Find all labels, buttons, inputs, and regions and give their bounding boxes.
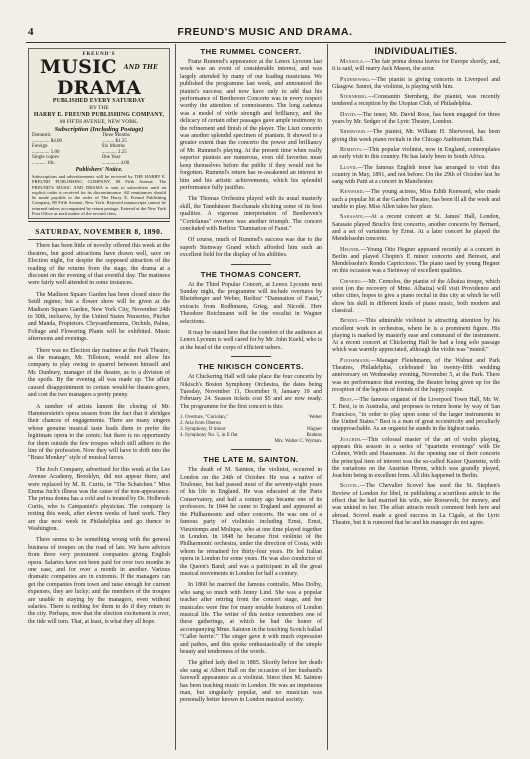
rate-line: One Year .............. 4.00 xyxy=(101,155,130,166)
individuality-note xyxy=(332,397,500,433)
column-divider xyxy=(175,44,176,750)
logo-drama: DRAMA xyxy=(56,77,142,99)
note-text: —Constantin Sternberg, the pianist, was recently tendered a reception by the Utopian Club, of Philadelphia. xyxy=(332,94,500,108)
masthead xyxy=(28,48,170,219)
rule xyxy=(28,221,170,222)
article-title-thomas: THE THOMAS CONCERT. xyxy=(200,269,302,279)
note-name: Fleishmann. xyxy=(340,357,371,364)
note-name: Joachim. xyxy=(340,436,362,443)
individualities-list xyxy=(332,59,500,527)
note-name: David. xyxy=(340,111,357,118)
note-text: —Manager Fleishmann, of the Walnut and Park Theatres, Philadelphia, celebrated his twenty-fifth wedding anniversary on Wednesday evening, November 5, at the Park. There was no performance that evening, the theatre being given up for the reception of the legions of friends of the happy couple. xyxy=(332,357,500,393)
subscription-rates xyxy=(32,133,166,166)
editorial-paragraph: There was no Election day matinee at the Park Theatre, as the manager, Mr. Tillotson, would not allow his company to play owing to quarrel between himself and Mr. Dunbury, manager of the theatre, as to a division of the spoils. By the evening all was made up. The affair caused disappointment to certain would-be theatre-goers, and cost the two managers a pretty penny. xyxy=(28,347,170,399)
note-text: —This colossal master of the art of violin playing, appears this season in a series of "quartette evenings" with De Cohner, Wirth and Hausmann. At the opening one of their concerts the principal item of interest was the so-called Kaiser Quartette, with the variations on the Austrian Hymn, which was grandly played, Joachim being in excellent form. All this happened in Berlin. xyxy=(332,436,500,480)
column-divider xyxy=(327,44,328,750)
rate-line: Foreign .............. 5.00 xyxy=(32,144,60,155)
note-text: —The famous English tenor has arranged to visit this country in May, 1891, and not before. On the 29th of October last he sang with Patti at a concert in Manchester. xyxy=(332,164,500,186)
individuality-note xyxy=(332,318,500,354)
editorial-paragraph: There seems to be something wrong with the general business of troupes on the road of late. We have advices from three very prominent companies giving English opera. Salaries have not been paid for over two months in one case, and for over a month in another. Various dramatic companies are in extremis. If the managers can get the companies from town and raise enough for current expenses, they are lucky; and the members of the troupes are unable in staying by the managers, even without salaries. There is nothing for them to do if they return to the city. Perhaps, now that the election excitement is over, the tide will turn. That, at least, is what they all hope. xyxy=(28,537,170,625)
column-right xyxy=(332,44,500,750)
note-name: Paderewski. xyxy=(340,76,371,83)
article-paragraph: Of course, much of Rummel's success was due to the superb Steinway Grand which afforded him such an excellent field for the display of his abilities. xyxy=(180,237,322,259)
individualities-title: INDIVIDUALITIES. xyxy=(374,46,458,56)
programme-composer: Brahms xyxy=(306,433,322,439)
article-paragraph: At Chickering Hall will take place the four concerts by Nikisch's Boston Symphony Orchestra, the dates being Tuesday, November 11, December 9, January 19 and February 24. Season tickets cost $5 and are now ready. The programme for the first concert is this: xyxy=(180,374,322,410)
rate-line: Single copies ........... 10c. xyxy=(32,155,59,166)
note-name: Hegner. xyxy=(340,246,361,253)
header-rule xyxy=(26,42,506,43)
individuality-note xyxy=(332,112,500,127)
note-text: —Young Otto Hegner appeared recently at a concert in Berlin and played Chopin's E minor concerto and Beresot, and Mendelssohn's Rondo Capriccioso. The piano used by young Hegner on this occasion was a Steinway of excellent qualities. xyxy=(332,246,500,275)
article-paragraph: The death of M. Sainton, the violinist, occurred in London on the 24th of October. He was a native of Toulouse, but had passed most of the seventy-eight years of his life in England. He was educated at the Paris Conservatory, and half a century ago became one of its professors. In 1844 he came to England and appeared at the Philharmonic and other concerts. He was one of a famous party of violinists including Ernst, Ernst, Vieuxtemps and Molique, who at one time played together in London. In 1848 he became first violinist of the Philharmonic orchestra, under the direction of Costa, with whom he remained for thirty-four years. He led Italian opera in London for some years. He was also conductor of the Queen's Band; and was a participant in all the great musical movements in London for half a century. xyxy=(180,467,322,577)
article-paragraph: It may be stated here that the comfort of the audience at Lenox Lyceum is well cared for by Mr. John Kuehl, who is at the head of the corps of efficient ushers. xyxy=(180,330,322,351)
article-title-sainton: THE LATE M. SAINTON. xyxy=(203,455,299,465)
rates-right xyxy=(102,133,166,166)
page-number: 4 xyxy=(28,26,34,38)
article-divider xyxy=(231,264,271,265)
note-text: —The young actress, Miss Edith Kenward, who made such a popular hit at the Garden Theatre, has been ill all the week and unable to play. Miss Allen takes her place. xyxy=(332,189,500,211)
note-name: Mansola. xyxy=(340,59,365,65)
note-name: Best. xyxy=(340,397,354,404)
publisher-name: HARRY E. FREUND PUBLISHING COMPANY, xyxy=(33,111,165,118)
published-line: PUBLISHED EVERY SATURDAY xyxy=(52,98,146,104)
rule xyxy=(28,239,170,240)
rate-line: Three Months .......... $1.25 xyxy=(101,133,130,144)
individuality-note xyxy=(332,279,500,315)
note-text: —The pianist is giving concerts in Liverpool and Glasgow. Sauret, the violinist, is playing with him. xyxy=(332,76,500,90)
publisher-address: 88 FIFTH AVENUE, NEW YORK. xyxy=(59,118,139,125)
column-left xyxy=(28,44,170,750)
column-middle xyxy=(180,44,322,750)
individuality-note xyxy=(332,129,500,144)
note-name: Sarasate. xyxy=(340,214,365,221)
note-text: —This popular violinist, now in England, contemplates an early visit to this country. He has lately been in South Africa. xyxy=(332,146,500,161)
running-title: FREUND'S MUSIC AND DRAMA. xyxy=(177,26,353,38)
note-text: —The tenor, Mr. David Rose, has been engaged for three years by Mr. Sedger of the Lyric Theatre, London. xyxy=(332,111,500,126)
article-title-nikisch: THE NIKISCH CONCERTS. xyxy=(198,362,304,372)
page-header xyxy=(0,26,530,42)
individuality-note xyxy=(332,358,500,394)
note-name: Scovel. xyxy=(340,483,360,490)
individuality-note xyxy=(332,483,500,527)
editorial-paragraph: The Madison Square Garden has been closed since the Seidl regime; but a flower show will be given at the Madison Square Garden, New York City, November 24th to 30th, inclusive, by the United States Nurseries, Pitcher and Manda, Propietors. Chrysanthemums, Orchids, Palms, Foliage and Flowering Plants will be exhibited. Music afternoons and evenings. xyxy=(28,291,170,343)
by-line: BY THE xyxy=(89,105,109,111)
programme-composer: Wagner xyxy=(306,427,322,433)
individuality-note xyxy=(332,189,500,211)
masthead-logo xyxy=(32,57,166,98)
note-name: Kenward. xyxy=(340,189,365,196)
individuality-note xyxy=(332,247,500,276)
programme-composer: Weber xyxy=(309,415,322,421)
programme-piece: 4. Symphony No. 5, in E flat xyxy=(180,433,238,439)
individuality-note xyxy=(332,77,500,92)
note-text: —The Chevalier Scovel has used the St. Stephen's Review of London for libel, in publishing a scurrilous article to the effect that he had married his wife, née Roosevelt, for money, and was unkind to her. The affair attracts much comment both here and abroad. Scovel made a good success in La Cigale, at the Lyric Theatre, but it is rumored that he and his manager do not agree. xyxy=(332,483,500,526)
logo-and: AND THE xyxy=(123,64,158,71)
editorial-paragraph: There has been little of novelty offered this week at the theatres, but good attractions have drawn well, save on Election night, for despite the supposed attraction of the reading of the returns from the stage, the drama at a discount on the evening of that eventful day. The matinees were fairly well attended in some instances. xyxy=(28,243,170,287)
individuality-note xyxy=(332,59,500,74)
programme-piece: 1. Overture, "Coriolan," xyxy=(180,415,229,421)
individuality-note xyxy=(332,94,500,109)
subscription-heading: Subscription (Including Postage) xyxy=(54,126,144,133)
concert-programme xyxy=(180,415,322,445)
programme-piece: 3. Symphony, D minor xyxy=(180,427,226,433)
rates-left xyxy=(32,133,96,166)
issue-date: SATURDAY, NOVEMBER 8, 1890. xyxy=(35,227,163,237)
publishers-notice-title: Publishers' Notice. xyxy=(75,167,123,173)
publishers-notice: Subscriptions and advertisements will be received by THE HARRY E. FREUND PUBLISHING COMPANY, 88 Fifth Avenue. The FREUND'S MUSIC AND DRAMA is sent to subscribers until an explicit order is received for its discontinuance. All remittances should be made payable to the order of The Harry E. Freund Publishing Company, 88 Fifth Avenue, New York. Rejected manuscripts cannot be returned unless accompanied by return postage. Entered at the New York Post Office as mail matter of the second class. xyxy=(32,174,166,217)
individuality-note xyxy=(332,165,500,187)
note-text: —The fair prima donna leaves for Europe shortly, and, it is said, will marry Jack Mason, the actor. xyxy=(332,59,500,73)
note-name: Sherwood. xyxy=(340,129,367,136)
note-name: Chinedo. xyxy=(340,278,363,285)
article-paragraph: In 1860 he married the famous contralto, Miss Dolby, who sang so much with Jenny Lind. She was a popular teacher after retiring from the concert stage, and her musicales were fine for many notable features of London musical life. The writer of this notice remembers one of these gatherings, at which he had the honor of accompanying Mme. Sainton in the touching Scotch ballad "Caller herrin'." The singer gave it with much expression and pathos, and this spoke enthusiastically of the simple beauty and tenderness of the words. xyxy=(180,582,322,655)
individuality-note xyxy=(332,437,500,481)
rate-line: Six Months ............ 2.25 xyxy=(101,144,127,155)
programme-piece: 2. Aria from Oberon xyxy=(180,421,221,427)
logo-music: MUSIC xyxy=(39,56,117,78)
article-title-rummel: THE RUMMEL CONCERT. xyxy=(200,47,302,56)
article-paragraph: The Thomas Orchestra played with its usual masterly skill, the Tannhäuser Bacchanale eliciting some of its best qualities. A vigorous interpretation of Beethoven's "Coriolanus" overture was another triumph. The concert concluded with Berlioz "Damnation of Faust." xyxy=(180,196,322,232)
individuality-note xyxy=(332,147,500,162)
article-paragraph: At the Third Popular Concert, at Lenox Lyceum next Sunday night, the programme will include overtures by Rheinberger and Weber, Berlioz' "Damnation of Faust," extracts from Rodhmann, Grieg, and Nicodé. Herr Theodore Reichmann will be the vocalist in Wagner selections. xyxy=(180,281,322,325)
note-text: —Mr. Cernolos, the pianist of the Alhaiza troupe, which soon (on the recovery of Mme. Albaiza) will visit Providence and other cities, hopes to give a piano recital in this city at which he will show his skill in different kinds of piano music, both modern and classical. xyxy=(332,278,500,314)
note-text: —The pianist, Mr. William H. Sherwood, has been giving this week piano recitals in the Chicago Auditorium Hall. xyxy=(332,129,500,143)
note-name: Lloyd. xyxy=(340,164,358,171)
article-paragraph: Franz Rummel's appearance at the Lenox Lyceum last week was an event of considerable interest, and was largely attended by many of our leading musicians. We published the programme last week, and announced the pianist's success; and now have only to add that his performance of Beethoven Concerto was in every respect worthy the attention of connoisseurs. The long cadenza was a model of virile strength and brilliancy, and the delicacy of certain other passages gave ample testimony to the refinement and finish of the player. The Liszt concerto was another splendid specimen of pianism. It showed to a greater extent than the concerto the power and brilliancy of Mr. Rummel's playing. At the present time when really superior pianists are numerous, even old favorites must keep themselves before the public if they would not be forgotten. Rummel's return has re-awakened an interest in him and his artistic achievements, which his splendid performance fully justifies. xyxy=(180,59,322,191)
note-name: Remenyi. xyxy=(340,146,363,153)
note-text: —At a recent concert at St. James' Hall, London, Sarasate played Bruch's first concerto, another concerto by Bernard, and a set of variations by Ernst. At a later concert he played the Mendelssohn concerto. xyxy=(332,214,500,243)
masthead-top: FREUND'S xyxy=(82,52,116,57)
note-text: —This admirable violinist is attracting attention by his excellent work in orchestras, where he is a prominent figure. His playing is marked by masterly ease and command of the instrument. At a recent concert at Chickering Hall he had a long solo passage which was warmly appreciated, although the violin was "muted." xyxy=(332,318,500,354)
programme-item xyxy=(180,439,322,445)
article-divider xyxy=(231,449,271,450)
note-name: Bendix. xyxy=(340,318,360,325)
article-paragraph: The gifted lady died in 1885. Shortly before her death she sang at Albert Hall on the occasion of her husband's farewell appearance as a violinist. Since then M. Sainton has been teaching music in London. He was an impetuous man, but singularly popular, and no musician was personally better known in London musical society. xyxy=(180,660,322,704)
editorial-paragraph: A number of artists lament the closing of Mr. Hammerstein's opera season from the fact that it abridges their chances of engagements. There are many singers whose genuine musical taste leads them to prefer the legitimate opera to the comic; but there is no opportunity for them outside the few troupes which still adhere to the line of the profession. Now they will have to drift into the "Brass Monkey" style of musical farces. xyxy=(28,403,170,462)
programme-composer: Mrs. Walter C. Wyman. xyxy=(274,439,322,445)
note-name: Sternberg. xyxy=(340,94,368,101)
individuality-note xyxy=(332,214,500,243)
editorial-paragraph: The Joch Company, advertised for this week at the Lee Avenue Academy, Brooklyn, did not appear there, and were replaced by M. B. Curtis, in "The Schatchen." Miss Emma Juch's illness was the cause of the non-appearance. The prima donna has a cold and is treated by Dr. Holbrook Curtis, who is Campanini's physician. The company is resting this week, after eleven weeks of hard work. They are due next week in Philadelphia and go thence to Washington. xyxy=(28,466,170,532)
article-divider xyxy=(231,356,271,357)
note-text: —The famous organist of the Liverpool Town Hall, Mr. W. T. Best, is in Australia, and proposes to return home by way of San Francisco, "in order to play upon some of the larger instruments in the United States." Best is a man of great eccentricity and peculiarly unapproachable. As an organist he stands in the highest ranks. xyxy=(332,397,500,433)
rate-line: Domestic .............. $4.00 xyxy=(32,133,62,144)
